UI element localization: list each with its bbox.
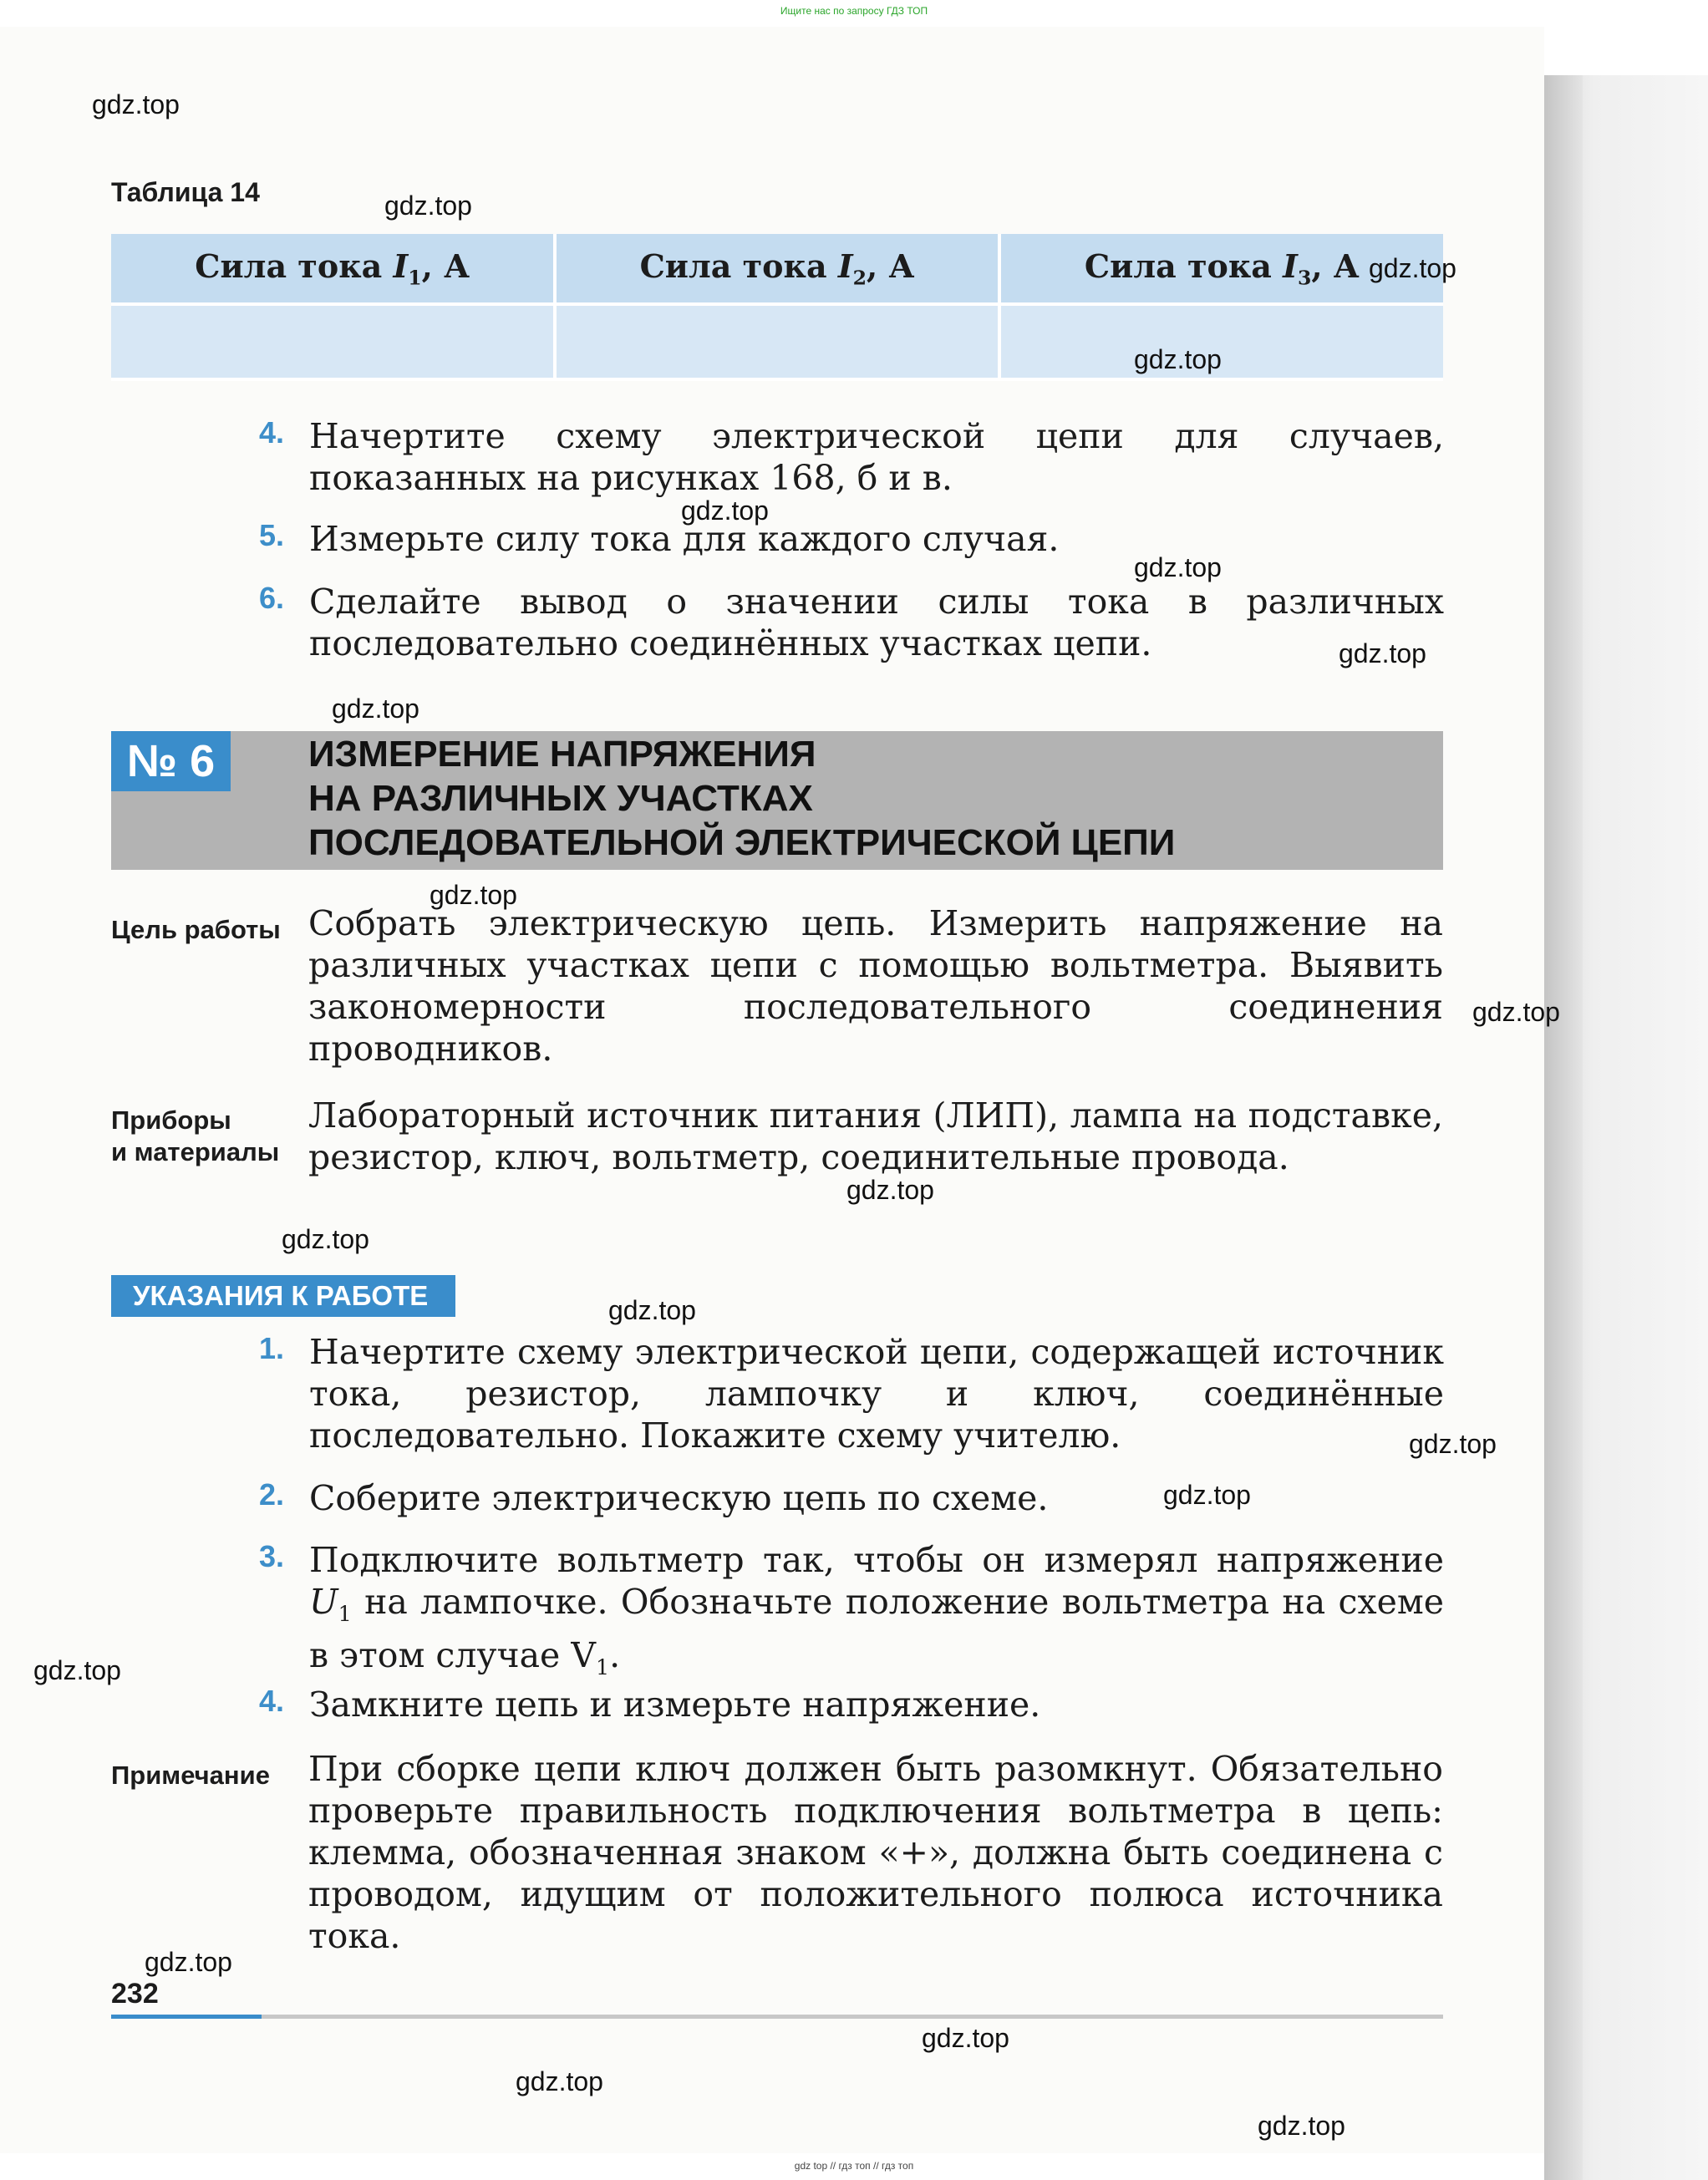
step-number: 4. <box>258 415 284 450</box>
lab-number-badge: № 6 <box>111 731 231 791</box>
step-3 <box>251 1539 1444 1680</box>
watermark: gdz.top <box>608 1295 696 1325</box>
watermark: gdz.top <box>1163 1480 1251 1510</box>
watermark: gdz.top <box>332 694 419 724</box>
lab-title-line: ИЗМЕРЕНИЕ НАПРЯЖЕНИЯ <box>308 734 816 775</box>
step-number: 6. <box>258 581 284 615</box>
step-4 <box>251 1684 1444 1725</box>
step-text: Соберите электрическую цепь по схеме. <box>309 1478 1049 1518</box>
step-4-top <box>251 415 1444 499</box>
table-header-i2: Сила тока $I_2$, А <box>555 234 999 304</box>
footer-rule-accent <box>111 2015 262 2019</box>
goal-label: Цель работы <box>111 915 281 944</box>
equipment-label <box>111 1105 279 1168</box>
step-1 <box>251 1331 1444 1456</box>
note-label: Примечание <box>111 1761 270 1790</box>
equipment-text: Лабораторный источник питания (ЛИП), лампа на подставке, резистор, ключ, вольтметр, соединительные провода. <box>308 1095 1443 1177</box>
watermark: gdz.top <box>846 1175 934 1205</box>
watermark: gdz.top <box>384 191 472 221</box>
step-text: Замкните цепь и измерьте напряжение. <box>309 1685 1041 1725</box>
watermark: gdz.top <box>282 1224 369 1254</box>
table-cell-empty <box>555 304 999 379</box>
step-2 <box>251 1477 1444 1519</box>
watermark: gdz.top <box>430 880 517 910</box>
site-banner-bottom[interactable]: gdz top // гдз топ // гдз топ <box>794 2160 914 2172</box>
equipment-label-line: и материалы <box>111 1137 280 1166</box>
step-text: Сделайте вывод о значении силы тока в различных последовательно соединённых участках цепи. <box>309 582 1444 663</box>
step-6-top <box>251 581 1444 664</box>
goal-text: Собрать электрическую цепь. Измерить напряжение на различных участках цепи с помощью вольтметра. Выявить закономерности последовательного соединения проводников. <box>308 903 1443 1069</box>
note-text: При сборке цепи ключ должен быть разомкнут. Обязательно проверьте правильность подключения вольтметра в цепь: клемма, обозначенная знаком «+», должна быть соединена с проводом, идущим от положительного полюса источника тока. <box>308 1749 1443 1956</box>
watermark: gdz.top <box>922 2023 1009 2053</box>
lab-title <box>308 732 1428 865</box>
step-text: Начертите схему электрической цепи, содержащей источник тока, резистор, лампочку и ключ, соединённые последовательно. Покажите схему учителю. <box>309 1332 1444 1456</box>
lab-title-line: ПОСЛЕДОВАТЕЛЬНОЙ ЭЛЕКТРИЧЕСКОЙ ЦЕПИ <box>308 822 1176 863</box>
page-number: 232 <box>111 1978 159 2010</box>
step-text: Подключите вольтметр так, чтобы он измерял напряжение $U_1$ на лампочке. Обозначьте положение вольтметра на схеме в этом случае $V_1$. <box>309 1540 1444 1680</box>
watermark: gdz.top <box>1339 638 1426 668</box>
step-number: 5. <box>258 518 284 552</box>
lab-title-line: НА РАЗЛИЧНЫХ УЧАСТКАХ <box>308 778 813 819</box>
step-number: 3. <box>258 1539 284 1573</box>
step-text: Начертите схему электрической цепи для случаев, показанных на рисунках 168, б и в. <box>309 416 1444 498</box>
watermark: gdz.top <box>33 1655 121 1685</box>
watermark: gdz.top <box>1472 997 1560 1027</box>
watermark: gdz.top <box>516 2066 603 2096</box>
watermark: gdz.top <box>1258 2111 1345 2141</box>
watermark: gdz.top <box>1409 1429 1497 1459</box>
page-spine-shadow <box>1544 75 1583 2180</box>
watermark: gdz.top <box>1369 253 1456 283</box>
watermark: gdz.top <box>145 1947 232 1977</box>
site-banner-top[interactable]: Ищите нас по запросу ГДЗ ТОП <box>780 5 928 17</box>
table-caption: Таблица 14 <box>111 177 260 207</box>
watermark: gdz.top <box>1134 344 1222 374</box>
footer-rule <box>111 2015 1443 2019</box>
step-5-top <box>251 518 1444 560</box>
equipment-label-line: Приборы <box>111 1105 231 1135</box>
watermark: gdz.top <box>92 89 180 119</box>
table-header-i1: Сила тока $I_1$, А <box>111 234 555 304</box>
watermark: gdz.top <box>681 495 769 526</box>
table-header-i3: Сила тока $I_3$, А <box>999 234 1443 304</box>
step-number: 4. <box>258 1684 284 1718</box>
current-table <box>111 234 1443 381</box>
table-cell-empty <box>111 304 555 379</box>
step-number: 2. <box>258 1477 284 1512</box>
step-number: 1. <box>258 1331 284 1365</box>
instructions-label: УКАЗАНИЯ К РАБОТЕ <box>111 1275 455 1317</box>
step-text: Измерьте силу тока для каждого случая. <box>309 519 1060 559</box>
watermark: gdz.top <box>1134 552 1222 582</box>
